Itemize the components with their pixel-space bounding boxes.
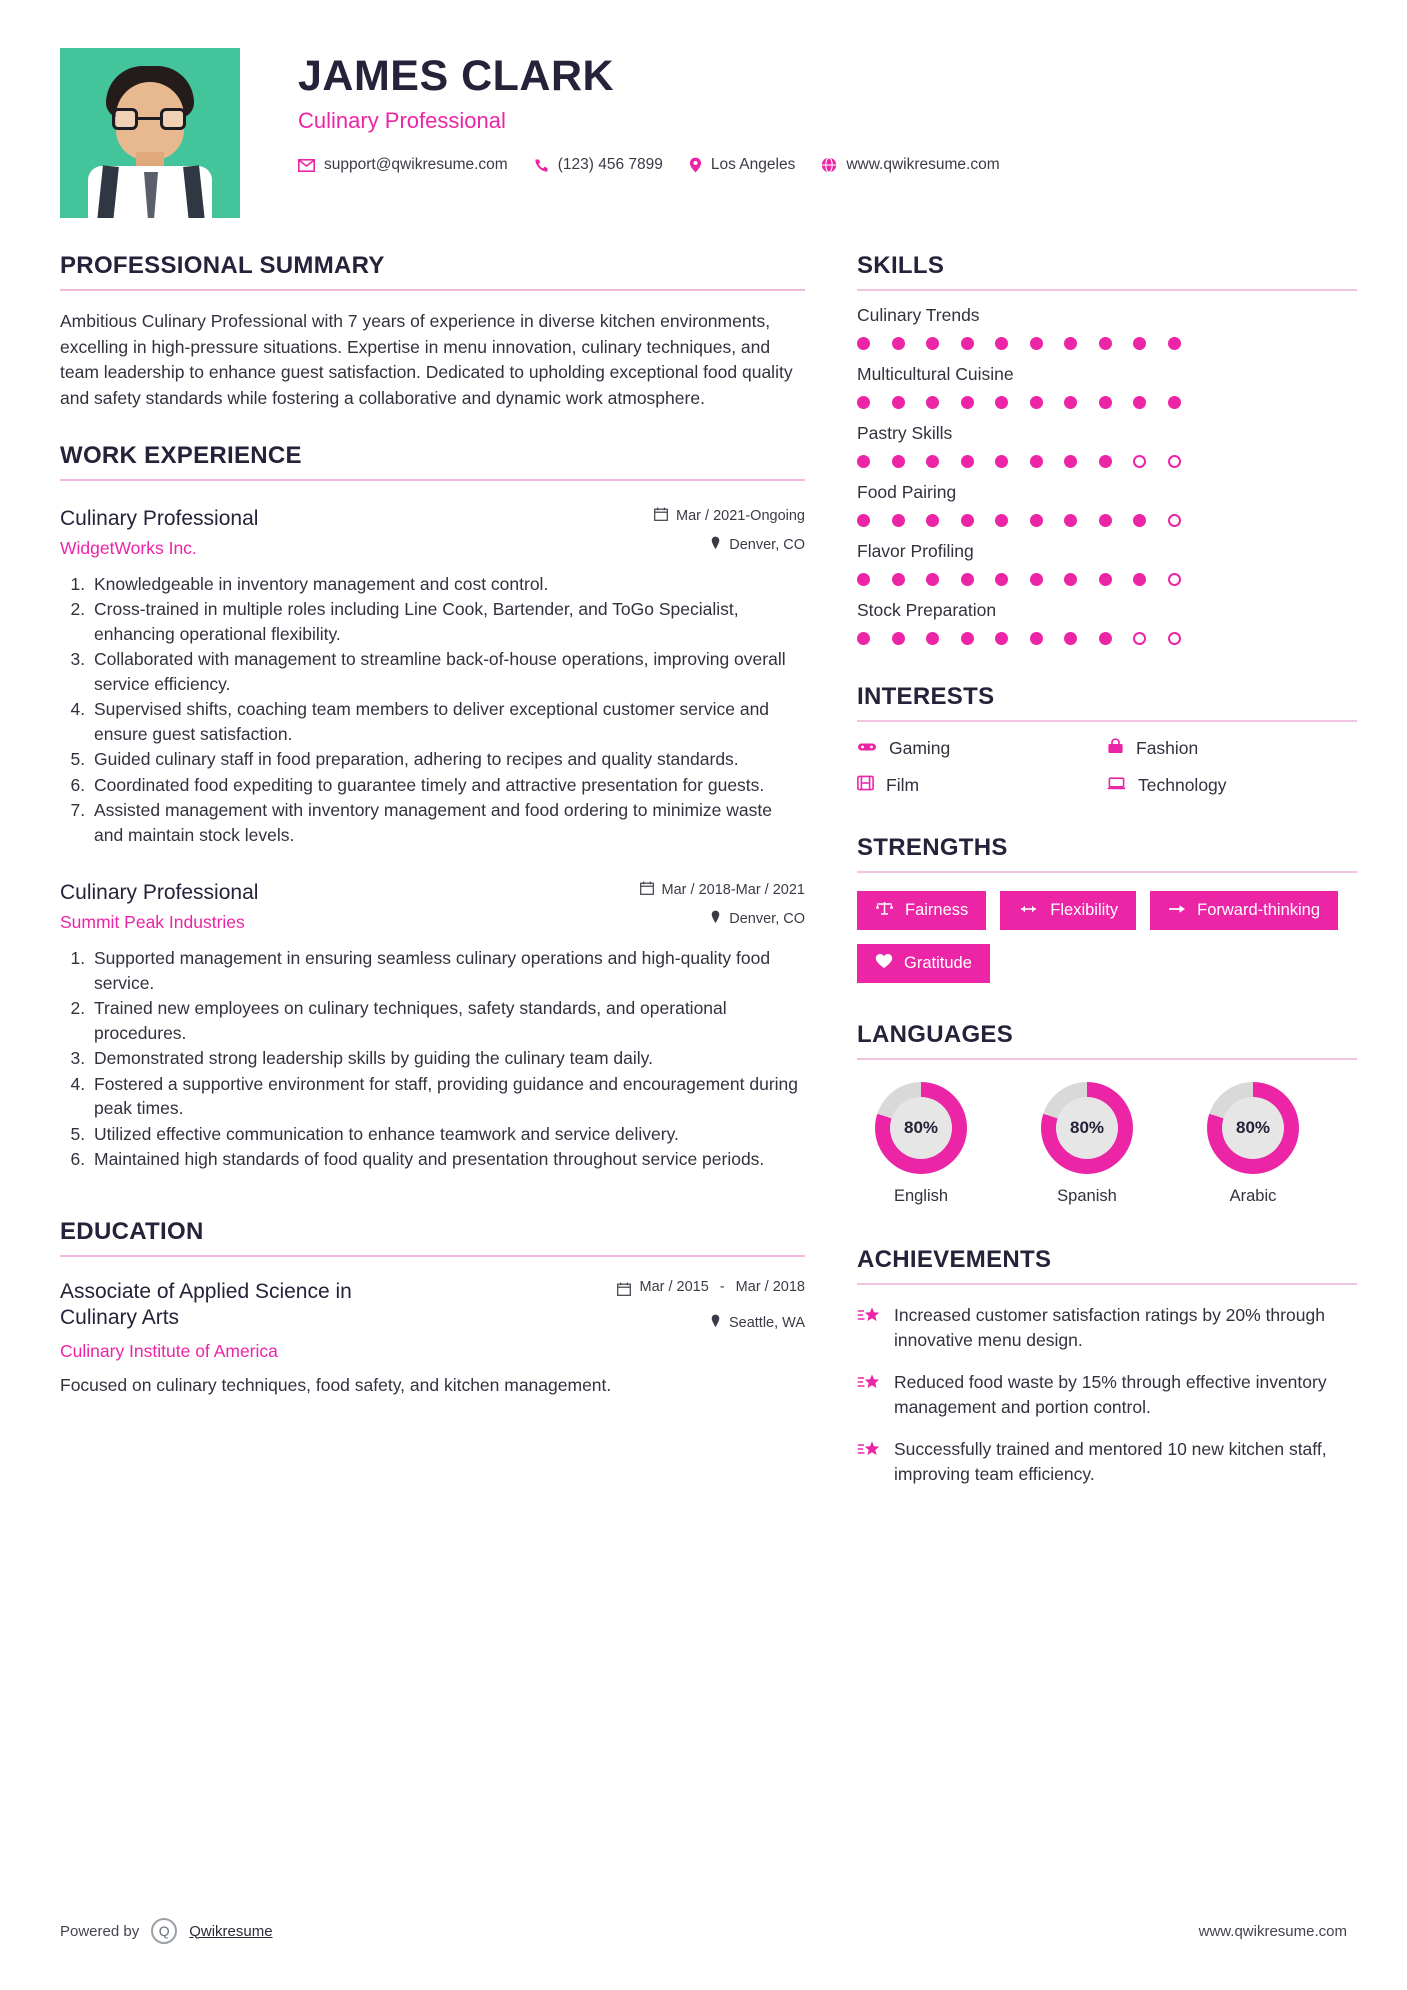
- skill-item: [857, 482, 1357, 527]
- location-pin-icon: [689, 157, 702, 173]
- divider: [60, 1255, 805, 1257]
- list-item: 2. Cross-trained in multiple roles including Line Cook, Bartender, and ToGo Specialist, enhancing operational flexibility.: [90, 597, 805, 646]
- brand-link[interactable]: Qwikresume: [189, 1922, 273, 1940]
- language-percent: 80%: [1222, 1097, 1284, 1159]
- language-percent: 80%: [890, 1097, 952, 1159]
- strength-label: Forward-thinking: [1197, 901, 1321, 919]
- interests-grid: [857, 738, 1357, 796]
- strength-label: Flexibility: [1050, 901, 1119, 919]
- section-title-interests: INTERESTS: [857, 683, 995, 710]
- powered-by-label: Powered by: [60, 1922, 140, 1940]
- list-item: 7. Assisted management with inventory management and food ordering to minimize waste and maintain stock levels.: [90, 798, 805, 847]
- skill-item: [857, 541, 1357, 586]
- language-name: Arabic: [1229, 1187, 1277, 1205]
- job-title: Culinary Professional: [60, 506, 259, 530]
- education-description: Focused on culinary techniques, food safety, and kitchen management.: [60, 1375, 612, 1396]
- job-title: Culinary Professional: [60, 881, 259, 905]
- skill-name: Flavor Profiling: [857, 541, 974, 561]
- strength-chip-forward-thinking: [1150, 891, 1338, 930]
- divider: [60, 479, 805, 481]
- phone-icon: [534, 158, 549, 173]
- contact-email-text: support@qwikresume.com: [324, 156, 508, 174]
- job-company: Summit Peak Industries: [60, 912, 245, 933]
- skill-rating: [857, 573, 1357, 586]
- language-item: [1189, 1082, 1317, 1206]
- scales-icon: [875, 900, 894, 921]
- interest-item: [1107, 775, 1357, 796]
- education-school: Culinary Institute of America: [60, 1341, 278, 1362]
- list-item: 3. Demonstrated strong leadership skills by guiding the culinary team daily.: [90, 1046, 805, 1071]
- strength-label: Fairness: [905, 901, 969, 919]
- skill-rating: [857, 632, 1357, 645]
- map-marker-icon: [710, 910, 721, 928]
- achievement-item: [857, 1437, 1357, 1486]
- languages-list: [857, 1082, 1357, 1206]
- education-location: [617, 1314, 806, 1332]
- summary-text: Ambitious Culinary Professional with 7 years of experience in diverse kitchen environments, excelling in high-pressure situations. Expertise in menu innovation, culinary techniques, and team leadership to enhance guest satisfaction. Dedicated to upholding exceptional food quality and safety standards while fostering a collaborative and dynamic work atmosphere.: [60, 311, 793, 409]
- contact-location-text: Los Angeles: [710, 156, 796, 174]
- education-entry: [60, 1279, 805, 1398]
- achievement-item: [857, 1370, 1357, 1419]
- divider: [857, 871, 1357, 873]
- education-end-date: Mar / 2018: [735, 1278, 805, 1295]
- avatar: [60, 48, 240, 218]
- language-name: English: [893, 1187, 949, 1205]
- skill-item: [857, 305, 1357, 350]
- arrow-right-icon: [1168, 901, 1186, 920]
- section-title-summary: PROFESSIONAL SUMMARY: [60, 252, 385, 279]
- job-location-text: Denver, CO: [729, 536, 805, 553]
- job-dates: [640, 881, 805, 899]
- right-column: [857, 252, 1357, 1486]
- calendar-icon: [654, 507, 668, 525]
- education-degree: Associate of Applied Science in Culinary Arts: [60, 1279, 352, 1330]
- interest-label: Gaming: [889, 738, 951, 758]
- language-progress-ring: [875, 1082, 967, 1174]
- gamepad-icon: [857, 738, 877, 759]
- work-entry: [60, 507, 805, 848]
- section-title-achievements: ACHIEVEMENTS: [857, 1246, 1052, 1273]
- contact-website[interactable]: [821, 156, 999, 174]
- skill-item: [857, 600, 1357, 645]
- education-start-date: Mar / 2015: [639, 1278, 709, 1295]
- list-item: 3. Collaborated with management to streamline back-of-house operations, improving overall service efficiency.: [90, 647, 805, 696]
- skill-name: Pastry Skills: [857, 423, 953, 443]
- calendar-icon: [640, 881, 654, 899]
- star-badge-icon: [857, 1437, 881, 1486]
- language-name: Spanish: [1057, 1187, 1117, 1205]
- job-bullets: [90, 946, 805, 1172]
- skill-name: Food Pairing: [857, 482, 957, 502]
- achievement-text: Increased customer satisfaction ratings by 20% through innovative menu design.: [894, 1305, 1325, 1350]
- skill-name: Culinary Trends: [857, 305, 980, 325]
- skill-rating: [857, 337, 1357, 350]
- strength-label: Gratitude: [904, 954, 972, 972]
- interest-label: Fashion: [1136, 738, 1199, 758]
- job-location-text: Denver, CO: [729, 911, 805, 928]
- page-footer: [0, 1918, 1407, 1944]
- section-title-work: WORK EXPERIENCE: [60, 441, 302, 469]
- strengths-list: [857, 891, 1357, 983]
- calendar-icon: [617, 1279, 631, 1300]
- language-item: [1023, 1082, 1151, 1206]
- footer-brand: [60, 1918, 273, 1944]
- divider: [857, 1058, 1357, 1060]
- list-item: 5. Guided culinary staff in food preparation, adhering to recipes and quality standards.: [90, 747, 805, 772]
- language-progress-ring: [1041, 1082, 1133, 1174]
- map-marker-icon: [710, 536, 721, 554]
- language-item: [857, 1082, 985, 1206]
- list-item: 4. Fostered a supportive environment for staff, providing guidance and encouragement during peak times.: [90, 1072, 805, 1121]
- job-company: WidgetWorks Inc.: [60, 537, 197, 558]
- job-bullets: [90, 572, 805, 848]
- language-percent: 80%: [1056, 1097, 1118, 1159]
- divider: [857, 1283, 1357, 1285]
- job-dates-text: Mar / 2018-Mar / 2021: [661, 882, 805, 899]
- star-badge-icon: [857, 1303, 881, 1352]
- strength-chip-gratitude: [857, 944, 990, 983]
- strength-chip-fairness: [857, 891, 986, 930]
- job-location: [654, 536, 805, 554]
- list-item: 6. Coordinated food expediting to guarantee timely and attractive presentation for guests.: [90, 773, 805, 798]
- list-item: 1. Supported management in ensuring seamless culinary operations and high-quality food service.: [90, 946, 805, 995]
- education-location-text: Seattle, WA: [728, 1314, 805, 1331]
- section-title-languages: LANGUAGES: [857, 1021, 1014, 1048]
- arrows-horizontal-icon: [1018, 901, 1039, 920]
- skill-rating: [857, 514, 1357, 527]
- contact-website-text: www.qwikresume.com: [846, 156, 1000, 174]
- contact-email[interactable]: [298, 156, 508, 174]
- skill-rating: [857, 455, 1357, 468]
- divider: [857, 720, 1357, 722]
- resume-header: [0, 0, 1407, 218]
- page-title: JAMES CLARK: [298, 52, 615, 100]
- achievement-text: Successfully trained and mentored 10 new kitchen staff, improving team efficiency.: [894, 1439, 1327, 1484]
- divider: [60, 289, 805, 291]
- skill-item: [857, 423, 1357, 468]
- section-title-strengths: STRENGTHS: [857, 834, 1008, 861]
- list-item: 2. Trained new employees on culinary techniques, safety standards, and operational procedures.: [90, 996, 805, 1045]
- envelope-icon: [298, 159, 315, 172]
- achievement-text: Reduced food waste by 15% through effective inventory management and portion control.: [894, 1372, 1327, 1417]
- list-item: 1. Knowledgeable in inventory management and cost control.: [90, 572, 805, 597]
- interest-item: [857, 775, 1107, 796]
- job-dates: [654, 507, 805, 525]
- skill-name: Stock Preparation: [857, 600, 997, 620]
- globe-icon: [821, 157, 837, 173]
- star-badge-icon: [857, 1370, 881, 1419]
- heart-icon: [875, 953, 893, 974]
- header-text-block: [240, 48, 1000, 174]
- list-item: 6. Maintained high standards of food quality and presentation throughout service periods.: [90, 1147, 805, 1172]
- contact-row: [298, 156, 1000, 174]
- interest-label: Film: [886, 775, 920, 795]
- date-separator: -: [719, 1278, 725, 1295]
- list-item: 4. Supervised shifts, coaching team members to deliver exceptional customer service and ensure guest satisfaction.: [90, 697, 805, 746]
- divider: [857, 289, 1357, 291]
- interest-item: [1107, 738, 1357, 759]
- contact-phone-text: (123) 456 7899: [557, 156, 663, 174]
- strength-chip-flexibility: [1000, 891, 1136, 930]
- job-location: [640, 910, 805, 928]
- skill-rating: [857, 396, 1357, 409]
- contact-location[interactable]: [689, 156, 795, 174]
- skill-item: [857, 364, 1357, 409]
- list-item: 5. Utilized effective communication to enhance teamwork and service delivery.: [90, 1122, 805, 1147]
- achievement-item: [857, 1303, 1357, 1352]
- header-role: Culinary Professional: [298, 108, 506, 134]
- interest-item: [857, 738, 1107, 759]
- language-progress-ring: [1207, 1082, 1299, 1174]
- work-entry: [60, 881, 805, 1172]
- section-title-education: EDUCATION: [60, 1217, 204, 1245]
- skill-name: Multicultural Cuisine: [857, 364, 1014, 384]
- job-dates-text: Mar / 2021-Ongoing: [676, 507, 805, 524]
- interest-label: Technology: [1138, 775, 1227, 795]
- laptop-icon: [1107, 775, 1126, 796]
- qwikresume-logo-icon: Q: [151, 1918, 177, 1944]
- footer-website[interactable]: www.qwikresume.com: [1198, 1922, 1347, 1940]
- resume-body: [0, 218, 1407, 1486]
- section-title-skills: SKILLS: [857, 252, 945, 279]
- map-marker-icon: [710, 1314, 721, 1332]
- film-icon: [857, 775, 874, 796]
- contact-phone[interactable]: [534, 156, 663, 174]
- education-dates: [617, 1279, 806, 1300]
- handbag-icon: [1107, 738, 1124, 759]
- left-column: [60, 252, 805, 1486]
